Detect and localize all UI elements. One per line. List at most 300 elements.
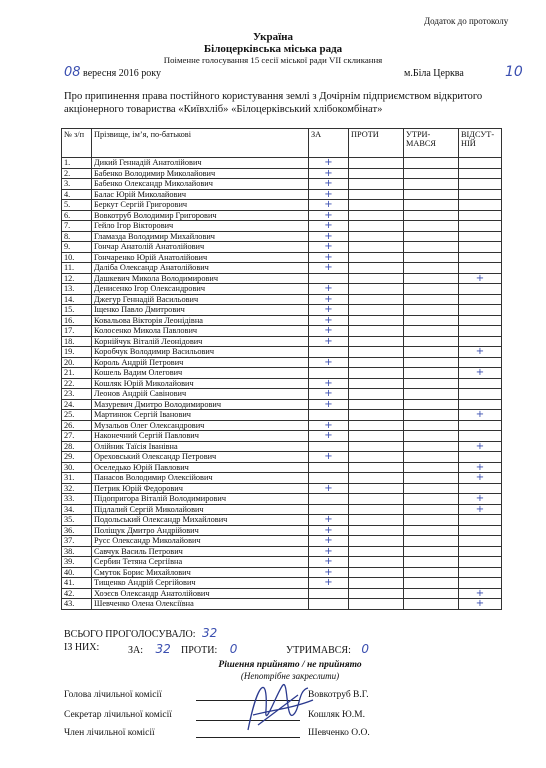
col-header-name: Прізвище, ім’я, по-батькові (92, 129, 309, 158)
vote-absent-mark: + (459, 504, 502, 515)
vote-for-mark: + (309, 263, 349, 274)
vote-for-mark (309, 473, 349, 484)
table-row (62, 252, 502, 263)
row-number: 27. (62, 431, 92, 442)
vote-for-mark (309, 504, 349, 515)
deputy-name: Гейло Ігор Вікторович (92, 221, 309, 232)
vote-abstained-mark (404, 210, 459, 221)
row-number: 14. (62, 294, 92, 305)
deputy-name: Гламазда Володимир Михайлович (92, 231, 309, 242)
vote-against-mark (349, 231, 404, 242)
vote-absent-mark: + (459, 410, 502, 421)
deputy-name: Сербин Тетяна Сергіївна (92, 557, 309, 568)
vote-against-mark (349, 525, 404, 536)
vote-against-mark (349, 483, 404, 494)
vote-absent-mark (459, 189, 502, 200)
vote-against-mark (349, 567, 404, 578)
vote-absent-mark (459, 420, 502, 431)
vote-against-mark (349, 536, 404, 547)
vote-for-mark (309, 410, 349, 421)
table-row (62, 378, 502, 389)
vote-against-mark (349, 515, 404, 526)
table-row (62, 158, 502, 169)
vote-absent-mark (459, 231, 502, 242)
vote-abstained-mark (404, 284, 459, 295)
totals-abstained (286, 642, 369, 656)
row-number: 3. (62, 179, 92, 190)
row-number: 11. (62, 263, 92, 274)
vote-abstained-mark (404, 452, 459, 463)
table-row (62, 462, 502, 473)
deputy-name: Коробчук Володимир Васильович (92, 347, 309, 358)
vote-for-mark (309, 441, 349, 452)
vote-absent-mark (459, 315, 502, 326)
vote-abstained-mark (404, 252, 459, 263)
vote-for-mark: + (309, 357, 349, 368)
deputy-name: Джегур Геннадій Васильович (92, 294, 309, 305)
vote-for-mark: + (309, 210, 349, 221)
vote-for-mark: + (309, 389, 349, 400)
vote-abstained-mark (404, 315, 459, 326)
row-number: 7. (62, 221, 92, 232)
row-number: 5. (62, 200, 92, 211)
deputy-name: Подольський Олександр Михайлович (92, 515, 309, 526)
vote-absent-mark (459, 210, 502, 221)
row-number: 33. (62, 494, 92, 505)
deputy-name: Колосенко Микола Павлович (92, 326, 309, 337)
deputy-name: Мартинюк Сергій Іванович (92, 410, 309, 421)
vote-absent-mark (459, 221, 502, 232)
vote-abstained-mark (404, 536, 459, 547)
vote-absent-mark (459, 294, 502, 305)
vote-for-mark (309, 273, 349, 284)
for-label: ЗА: (128, 645, 144, 656)
against-value: 0 (229, 642, 238, 656)
vote-abstained-mark (404, 410, 459, 421)
vote-against-mark (349, 315, 404, 326)
vote-absent-mark (459, 515, 502, 526)
deputy-name: Підопригора Віталій Володимирович (92, 494, 309, 505)
vote-for-mark: + (309, 158, 349, 169)
deputy-name: Леонов Андрій Савінович (92, 389, 309, 400)
table-row (62, 567, 502, 578)
deputy-name: Беркут Сергій Григорович (92, 200, 309, 211)
page-number: 10 (505, 64, 523, 80)
row-number: 8. (62, 231, 92, 242)
deputy-name: Поліщук Дмитро Андрійович (92, 525, 309, 536)
vote-absent-mark (459, 536, 502, 547)
vote-abstained-mark (404, 231, 459, 242)
vote-for-mark: + (309, 378, 349, 389)
table-row (62, 578, 502, 589)
vote-against-mark (349, 263, 404, 274)
vote-abstained-mark (404, 189, 459, 200)
vote-against-mark (349, 284, 404, 295)
vote-abstained-mark (404, 158, 459, 169)
table-row (62, 588, 502, 599)
table-row (62, 263, 502, 274)
vote-absent-mark (459, 452, 502, 463)
table-row (62, 452, 502, 463)
row-number: 42. (62, 588, 92, 599)
decision-text: Рішення прийнято / не прийнято (218, 660, 362, 670)
vote-absent-mark (459, 546, 502, 557)
table-row (62, 399, 502, 410)
vote-for-mark: + (309, 200, 349, 211)
vote-abstained-mark (404, 578, 459, 589)
table-row (62, 242, 502, 253)
agenda-subject: Про припинення права постійного користування землі з Дочірнім підприємством відкритого акціонерного товариства «Київхліб» «Білоцерківський хлібокомбінат» (64, 91, 483, 115)
table-row (62, 431, 502, 442)
deputy-name: Дикий Геннадій Анатолійович (92, 158, 309, 169)
vote-against-mark (349, 441, 404, 452)
vote-absent-mark (459, 263, 502, 274)
vote-for-mark: + (309, 431, 349, 442)
deputy-name: Мазуревич Дмитро Володимирович (92, 399, 309, 410)
vote-against-mark (349, 189, 404, 200)
vote-abstained-mark (404, 494, 459, 505)
vote-absent-mark (459, 242, 502, 253)
vote-for-mark: + (309, 242, 349, 253)
vote-for-mark (309, 462, 349, 473)
deputy-name: Петрик Юрій Федорович (92, 483, 309, 494)
vote-absent-mark (459, 179, 502, 190)
row-number: 1. (62, 158, 92, 169)
vote-abstained-mark (404, 263, 459, 274)
signature-name-2: Кошляк Ю.М. (308, 710, 365, 720)
vote-against-mark (349, 462, 404, 473)
row-number: 17. (62, 326, 92, 337)
row-number: 41. (62, 578, 92, 589)
table-row (62, 305, 502, 316)
row-number: 13. (62, 284, 92, 295)
signature-name-1: Вовкотруб В.Г. (308, 690, 369, 700)
vote-abstained-mark (404, 168, 459, 179)
vote-abstained-mark (404, 441, 459, 452)
vote-absent-mark (459, 357, 502, 368)
vote-absent-mark (459, 557, 502, 568)
vote-abstained-mark (404, 515, 459, 526)
vote-absent-mark: + (459, 368, 502, 379)
row-number: 18. (62, 336, 92, 347)
vote-against-mark (349, 578, 404, 589)
deputy-name: Кошляк Юрій Миколайович (92, 378, 309, 389)
row-number: 9. (62, 242, 92, 253)
vote-against-mark (349, 452, 404, 463)
row-number: 38. (62, 546, 92, 557)
vote-absent-mark (459, 567, 502, 578)
table-row (62, 336, 502, 347)
deputy-name: Тищенко Андрій Сергійович (92, 578, 309, 589)
abstained-label: УТРИМАВСЯ: (286, 645, 351, 656)
deputy-name: Наконечний Сергій Павлович (92, 431, 309, 442)
annex-note: Додаток до протоколу (424, 16, 509, 26)
vote-against-mark (349, 420, 404, 431)
vote-against-mark (349, 347, 404, 358)
table-row (62, 473, 502, 484)
vote-against-mark (349, 200, 404, 211)
table-row (62, 483, 502, 494)
table-row (62, 221, 502, 232)
table-row (62, 389, 502, 400)
vote-absent-mark (459, 431, 502, 442)
vote-against-mark (349, 588, 404, 599)
row-number: 12. (62, 273, 92, 284)
table-row (62, 168, 502, 179)
vote-for-mark: + (309, 252, 349, 263)
against-label: ПРОТИ: (181, 645, 218, 656)
deputy-name: Бабенко Володимир Миколайович (92, 168, 309, 179)
document-header (0, 31, 546, 66)
deputy-name: Гончар Анатолій Анатолійович (92, 242, 309, 253)
table-row (62, 410, 502, 421)
row-number: 34. (62, 504, 92, 515)
vote-abstained-mark (404, 294, 459, 305)
vote-against-mark (349, 168, 404, 179)
vote-for-mark: + (309, 179, 349, 190)
row-number: 15. (62, 305, 92, 316)
vote-absent-mark: + (459, 588, 502, 599)
vote-absent-mark (459, 168, 502, 179)
vote-against-mark (349, 273, 404, 284)
decision-note: (Непотрібне закреслити) (240, 671, 340, 681)
vote-against-mark (349, 357, 404, 368)
table-row (62, 231, 502, 242)
vote-abstained-mark (404, 336, 459, 347)
deputy-name: Шевченко Олена Олексіївна (92, 599, 309, 610)
vote-abstained-mark (404, 420, 459, 431)
row-number: 36. (62, 525, 92, 536)
vote-absent-mark (459, 326, 502, 337)
deputy-name: Хоэєсв Олександр Анатолійович (92, 588, 309, 599)
row-number: 23. (62, 389, 92, 400)
deputy-name: Савчук Василь Петрович (92, 546, 309, 557)
vote-for-mark: + (309, 578, 349, 589)
vote-for-mark: + (309, 420, 349, 431)
deputy-name: Смуток Борис Михайлович (92, 567, 309, 578)
vote-absent-mark: + (459, 462, 502, 473)
row-number: 39. (62, 557, 92, 568)
vote-abstained-mark (404, 326, 459, 337)
vote-for-mark: + (309, 305, 349, 316)
table-row (62, 210, 502, 221)
table-row (62, 494, 502, 505)
total-voted-label: ВСЬОГО ПРОГОЛОСУВАЛО: (64, 629, 196, 640)
row-number: 30. (62, 462, 92, 473)
vote-against-mark (349, 494, 404, 505)
vote-abstained-mark (404, 431, 459, 442)
deputy-name: Олійник Таїсія Іванівна (92, 441, 309, 452)
vote-abstained-mark (404, 305, 459, 316)
date-month-year: вересня 2016 року (83, 68, 161, 79)
vote-against-mark (349, 599, 404, 610)
vote-for-mark: + (309, 525, 349, 536)
table-row (62, 599, 502, 610)
vote-against-mark (349, 473, 404, 484)
deputy-name: Музальов Олег Олександрович (92, 420, 309, 431)
table-row (62, 273, 502, 284)
row-number: 31. (62, 473, 92, 484)
signature-role-3: Член лічильної комісії (64, 728, 155, 738)
vote-abstained-mark (404, 483, 459, 494)
signature-role-2: Секретар лічильної комісії (64, 710, 172, 720)
row-number: 29. (62, 452, 92, 463)
table-row (62, 294, 502, 305)
vote-abstained-mark (404, 221, 459, 232)
deputy-name: Оселедько Юрій Павлович (92, 462, 309, 473)
vote-absent-mark (459, 200, 502, 211)
vote-for-mark: + (309, 168, 349, 179)
vote-for-mark: + (309, 231, 349, 242)
row-number: 22. (62, 378, 92, 389)
vote-for-mark: + (309, 326, 349, 337)
for-value: 32 (155, 642, 171, 656)
table-row (62, 200, 502, 211)
vote-against-mark (349, 431, 404, 442)
table-row (62, 515, 502, 526)
vote-for-mark: + (309, 536, 349, 547)
vote-absent-mark: + (459, 494, 502, 505)
vote-abstained-mark (404, 200, 459, 211)
row-number: 28. (62, 441, 92, 452)
row-number: 37. (62, 536, 92, 547)
col-header-number: № з/п (62, 129, 92, 158)
vote-for-mark: + (309, 452, 349, 463)
col-header-for: ЗА (309, 129, 349, 158)
row-number: 2. (62, 168, 92, 179)
deputy-name: Денисенко Ігор Олександрович (92, 284, 309, 295)
vote-for-mark: + (309, 557, 349, 568)
row-number: 6. (62, 210, 92, 221)
vote-against-mark (349, 252, 404, 263)
deputy-name: Ковальова Вікторія Леонідівна (92, 315, 309, 326)
signature-role-1: Голова лічильної комісії (64, 690, 162, 700)
row-number: 35. (62, 515, 92, 526)
vote-abstained-mark (404, 588, 459, 599)
row-number: 19. (62, 347, 92, 358)
table-row (62, 326, 502, 337)
vote-against-mark (349, 294, 404, 305)
vote-for-mark: + (309, 483, 349, 494)
table-row (62, 557, 502, 568)
total-voted (64, 626, 217, 640)
vote-for-mark: + (309, 515, 349, 526)
row-number: 24. (62, 399, 92, 410)
row-number: 10. (62, 252, 92, 263)
vote-absent-mark: + (459, 347, 502, 358)
deputy-name: Бабенко Олександр Миколайович (92, 179, 309, 190)
date-day: 08 (64, 65, 81, 80)
table-row (62, 179, 502, 190)
vote-for-mark (309, 368, 349, 379)
vote-against-mark (349, 368, 404, 379)
deputy-name: Балас Юрій Миколайович (92, 189, 309, 200)
table-row (62, 315, 502, 326)
deputy-name: Корнійчук Віталій Леонідович (92, 336, 309, 347)
table-row (62, 420, 502, 431)
vote-absent-mark: + (459, 441, 502, 452)
handwritten-signature (238, 670, 318, 740)
vote-against-mark (349, 210, 404, 221)
total-voted-value: 32 (201, 626, 218, 640)
row-number: 26. (62, 420, 92, 431)
totals-against (181, 642, 237, 656)
deputy-name: Іщенко Павло Дмитрович (92, 305, 309, 316)
table-row (62, 284, 502, 295)
vote-against-mark (349, 504, 404, 515)
vote-against-mark (349, 336, 404, 347)
row-number: 43. (62, 599, 92, 610)
vote-absent-mark (459, 284, 502, 295)
row-number: 4. (62, 189, 92, 200)
totals-for (128, 642, 171, 656)
council-title: Білоцерківська міська рада (203, 43, 343, 55)
vote-against-mark (349, 242, 404, 253)
row-number: 32. (62, 483, 92, 494)
table-row (62, 536, 502, 547)
row-number: 20. (62, 357, 92, 368)
vote-for-mark: + (309, 567, 349, 578)
vote-absent-mark: + (459, 473, 502, 484)
country-title: Україна (252, 31, 294, 43)
table-row (62, 357, 502, 368)
vote-abstained-mark (404, 347, 459, 358)
vote-abstained-mark (404, 242, 459, 253)
row-number: 21. (62, 368, 92, 379)
deputy-name: Вовкотруб Володимир Григорович (92, 210, 309, 221)
vote-for-mark: + (309, 284, 349, 295)
vote-abstained-mark (404, 399, 459, 410)
vote-abstained-mark (404, 525, 459, 536)
vote-abstained-mark (404, 473, 459, 484)
vote-against-mark (349, 557, 404, 568)
deputy-name: Підлалий Сергій Миколайович (92, 504, 309, 515)
table-row (62, 546, 502, 557)
row-number: 40. (62, 567, 92, 578)
vote-abstained-mark (404, 504, 459, 515)
deputy-name: Гончаренко Юрій Анатолійович (92, 252, 309, 263)
vote-absent-mark (459, 483, 502, 494)
vote-for-mark (309, 494, 349, 505)
table-row (62, 368, 502, 379)
table-row (62, 347, 502, 358)
vote-abstained-mark (404, 546, 459, 557)
vote-for-mark: + (309, 399, 349, 410)
vote-abstained-mark (404, 368, 459, 379)
vote-abstained-mark (404, 557, 459, 568)
table-row (62, 525, 502, 536)
vote-for-mark: + (309, 189, 349, 200)
vote-against-mark (349, 305, 404, 316)
table-header-row (62, 129, 502, 158)
city: м.Біла Церква (404, 68, 464, 79)
vote-absent-mark (459, 378, 502, 389)
vote-absent-mark (459, 399, 502, 410)
table-row (62, 441, 502, 452)
table-row (62, 504, 502, 515)
vote-against-mark (349, 179, 404, 190)
vote-absent-mark (459, 525, 502, 536)
vote-absent-mark (459, 578, 502, 589)
totals-breakdown (64, 642, 99, 653)
date-line (64, 65, 161, 80)
vote-against-mark (349, 378, 404, 389)
deputy-name: Король Андрій Петрович (92, 357, 309, 368)
vote-against-mark (349, 326, 404, 337)
vote-absent-mark (459, 252, 502, 263)
session-subtitle: Поіменне голосування 15 сесії міської ради VII скликання (163, 55, 383, 65)
table-row (62, 189, 502, 200)
